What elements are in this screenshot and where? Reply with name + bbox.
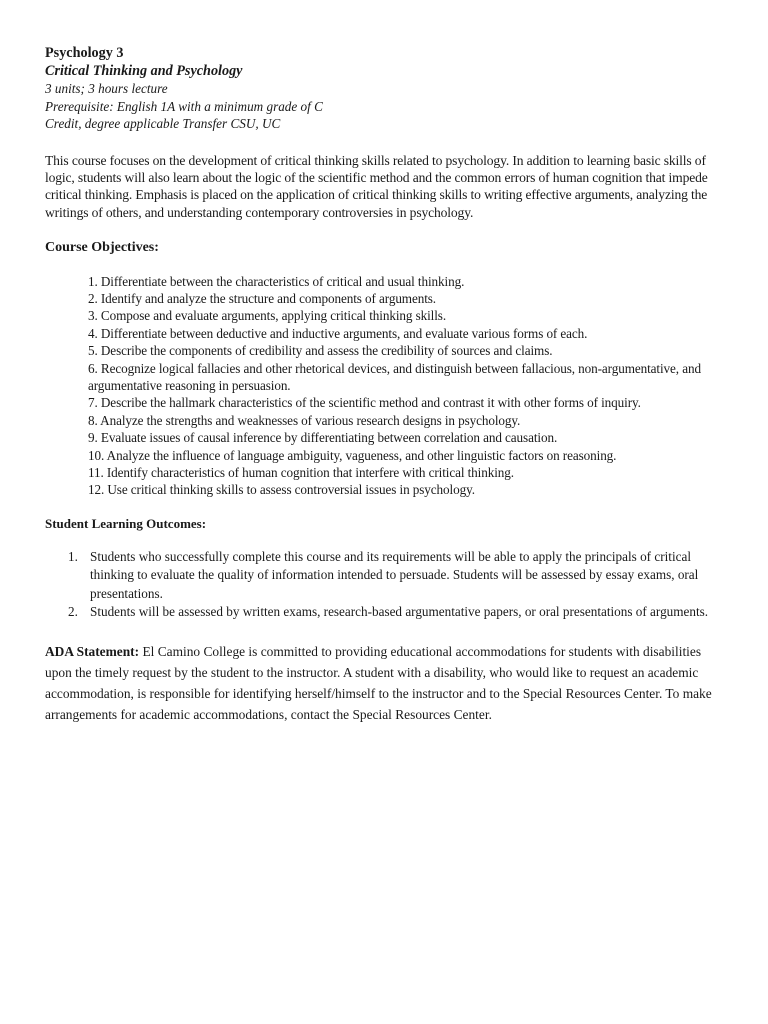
course-description: This course focuses on the development of critical thinking skills related to psychology. In addition to learning basic skills of logic, students will also learn about the logic of the scientific method and the common errors of human cognition that impede critical thinking. Emphasis is placed on the application of critical thinking skills to writing effective arguments, analyzing the writings of others, and understanding contemporary controversies in psychology. bbox=[45, 152, 708, 220]
objective-item: 8. Analyze the strengths and weaknesses of various research designs in psychology. bbox=[88, 412, 521, 428]
outcome-text: Students who successfully complete this course and its requirements will be able to apply the principals of critical thinking to evaluate the quality of information intended to persuade. Students will be assessed by essay exams, oral presentations. bbox=[90, 549, 699, 601]
objective-item: 3. Compose and evaluate arguments, applying critical thinking skills. bbox=[88, 308, 447, 324]
objectives-list bbox=[45, 273, 724, 499]
ada-statement bbox=[45, 641, 724, 725]
course-header bbox=[45, 44, 724, 133]
objective-item: 12. Use critical thinking skills to assess controversial issues in psychology. bbox=[88, 482, 475, 498]
objective-item: 10. Analyze the influence of language ambiguity, vagueness, and other linguistic factors on reasoning. bbox=[88, 447, 617, 463]
course-units: 3 units; 3 hours lecture bbox=[45, 81, 168, 96]
objectives-heading: Course Objectives: bbox=[45, 240, 159, 256]
outcome-number: 2. bbox=[68, 603, 78, 619]
objective-item: 6. Recognize logical fallacies and other rhetorical devices, and distinguish between fallacious, non-argumentative, and argumentative reasoning in persuasion. bbox=[88, 360, 701, 393]
objective-item: 5. Describe the components of credibility and assess the credibility of sources and claims. bbox=[88, 343, 553, 359]
outcome-item bbox=[45, 603, 724, 621]
objective-item: 11. Identify characteristics of human cognition that interfere with critical thinking. bbox=[88, 465, 514, 480]
outcomes-list bbox=[45, 548, 724, 621]
outcome-text: Students will be assessed by written exams, research-based argumentative papers, or oral presentations of arguments. bbox=[90, 603, 709, 619]
objective-item: 7. Describe the hallmark characteristics of the scientific method and contrast it with other forms of inquiry. bbox=[88, 395, 641, 411]
objective-item: 1. Differentiate between the characteristics of critical and usual thinking. bbox=[88, 273, 465, 289]
course-code: Psychology 3 bbox=[45, 45, 124, 61]
ada-text: El Camino College is committed to providing educational accommodations for students with disabilities upon the timely request by the student to the instructor. A student with a disability, who would like to request an academic accommodation, is responsible for identifying herself/himself to the instructor and to the Special Resources Center. To make arrangements for academic accommodations, contact the Special Resources Center. bbox=[45, 644, 712, 723]
objective-item: 4. Differentiate between deductive and inductive arguments, and evaluate various forms of each. bbox=[88, 325, 588, 341]
objective-item: 9. Evaluate issues of causal inference by differentiating between correlation and causation. bbox=[88, 430, 558, 446]
course-title: Critical Thinking and Psychology bbox=[45, 63, 243, 79]
outcome-item bbox=[45, 548, 724, 603]
ada-label: ADA Statement: bbox=[45, 644, 140, 660]
course-prerequisite: Prerequisite: English 1A with a minimum grade of C bbox=[45, 98, 323, 114]
objective-item: 2. Identify and analyze the structure and components of arguments. bbox=[88, 290, 437, 306]
outcome-number: 1. bbox=[68, 549, 78, 565]
outcomes-heading: Student Learning Outcomes: bbox=[45, 515, 207, 531]
course-credit: Credit, degree applicable Transfer CSU, UC bbox=[45, 116, 281, 131]
